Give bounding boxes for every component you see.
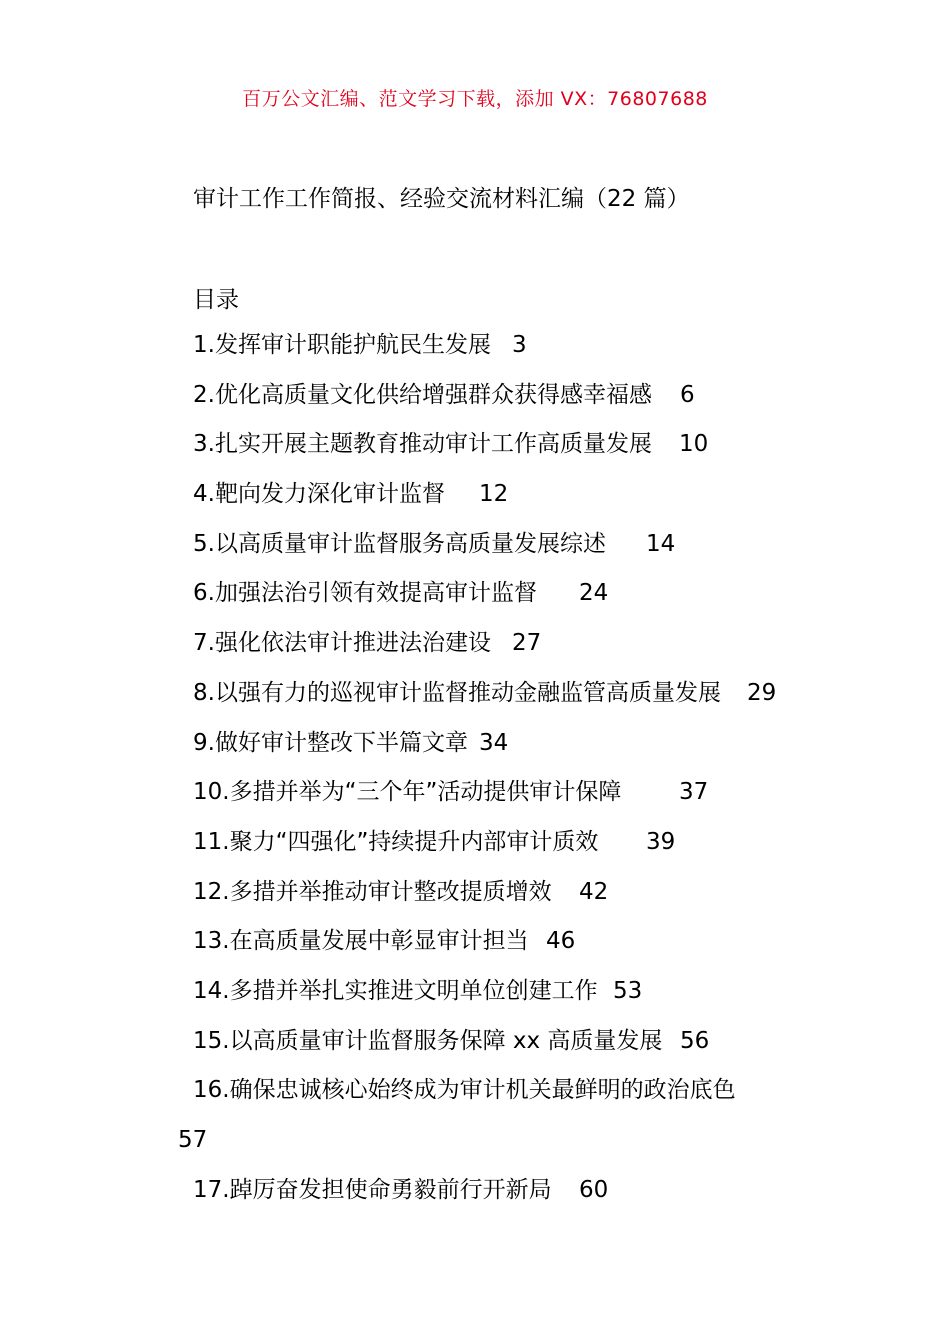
toc-entry-title: 1.发挥审计职能护航民生发展 [193, 332, 491, 358]
toc-entry-title: 3.扎实开展主题教育推动审计工作高质量发展 [193, 431, 652, 458]
toc-entry-14[interactable] [0, 974, 950, 1024]
toc-entry-page: 42 [579, 878, 609, 905]
toc-entry-title: 16.确保忠诚核心始终成为审计机关最鲜明的政治底色 [193, 1077, 736, 1104]
toc-entry-title: 15.以高质量审计监督服务保障 xx 高质量发展 [193, 1027, 663, 1054]
toc-entry-17[interactable] [0, 1173, 950, 1223]
toc-entry-11[interactable] [0, 825, 950, 875]
toc-entry-title: 17.踔厉奋发担使命勇毅前行开新局 [193, 1176, 552, 1203]
toc-entry-8[interactable] [0, 676, 950, 726]
toc-entry-page: 39 [646, 828, 676, 855]
toc-entry-13[interactable] [0, 924, 950, 974]
toc-entry-page: 24 [579, 580, 609, 607]
toc-entry-4[interactable] [0, 477, 950, 527]
header-banner: 百万公文汇编、范文学习下载，添加 VX：76807688 [242, 88, 708, 110]
toc-entry-page: 60 [579, 1176, 609, 1203]
toc-entry-10[interactable] [0, 775, 950, 825]
toc-entry-title: 7.强化依法审计推进法治建设 [193, 630, 491, 657]
toc-entry-title: 9.做好审计整改下半篇文章 [193, 729, 468, 756]
toc-entry-title: 12.多措并举推动审计整改提质增效 [193, 878, 552, 905]
toc-entry-page: 27 [512, 630, 542, 657]
toc-entry-page: 29 [747, 679, 777, 706]
toc-heading: 目录 [193, 287, 239, 313]
toc-entry-7[interactable] [0, 626, 950, 676]
toc-entry-9[interactable] [0, 726, 950, 776]
toc-entry-title: 10.多措并举为“三个年”活动提供审计保障 [193, 779, 622, 806]
toc-entry-16[interactable] [0, 1073, 950, 1172]
toc-entry-page: 46 [546, 928, 576, 955]
toc-entry-title: 8.以强有力的巡视审计监督推动金融监管高质量发展 [193, 679, 721, 706]
toc-entry-1[interactable] [0, 328, 950, 378]
toc-entry-page: 14 [646, 530, 676, 557]
toc-entry-15[interactable] [0, 1024, 950, 1074]
toc-entry-title: 2.优化高质量文化供给增强群众获得感幸福感 [193, 381, 652, 408]
toc-entry-page: 6 [680, 381, 695, 408]
toc-entry-page: 3 [512, 332, 527, 358]
toc-entry-page: 10 [679, 431, 709, 458]
toc-entry-page: 12 [479, 481, 509, 508]
toc-entry-title: 4.靶向发力深化审计监督 [193, 481, 445, 508]
toc-entry-title: 6.加强法治引领有效提高审计监督 [193, 580, 537, 607]
toc-entry-page: 34 [479, 729, 509, 756]
table-of-contents [0, 328, 950, 1222]
toc-entry-page: 56 [680, 1027, 710, 1054]
toc-entry-page: 53 [613, 977, 643, 1004]
toc-entry-title: 14.多措并举扎实推进文明单位创建工作 [193, 977, 598, 1004]
toc-entry-page: 57 [178, 1127, 208, 1153]
toc-entry-title: 11.聚力“四强化”持续提升内部审计质效 [193, 828, 599, 855]
toc-entry-12[interactable] [0, 875, 950, 925]
toc-entry-title: 5.以高质量审计监督服务高质量发展综述 [193, 530, 606, 557]
toc-entry-2[interactable] [0, 378, 950, 428]
toc-entry-page: 37 [679, 779, 709, 806]
document-title: 审计工作工作简报、经验交流材料汇编（22 篇） [193, 186, 690, 212]
toc-entry-title: 13.在高质量发展中彰显审计担当 [193, 928, 529, 955]
toc-entry-6[interactable] [0, 576, 950, 626]
toc-entry-5[interactable] [0, 527, 950, 577]
toc-entry-3[interactable] [0, 427, 950, 477]
